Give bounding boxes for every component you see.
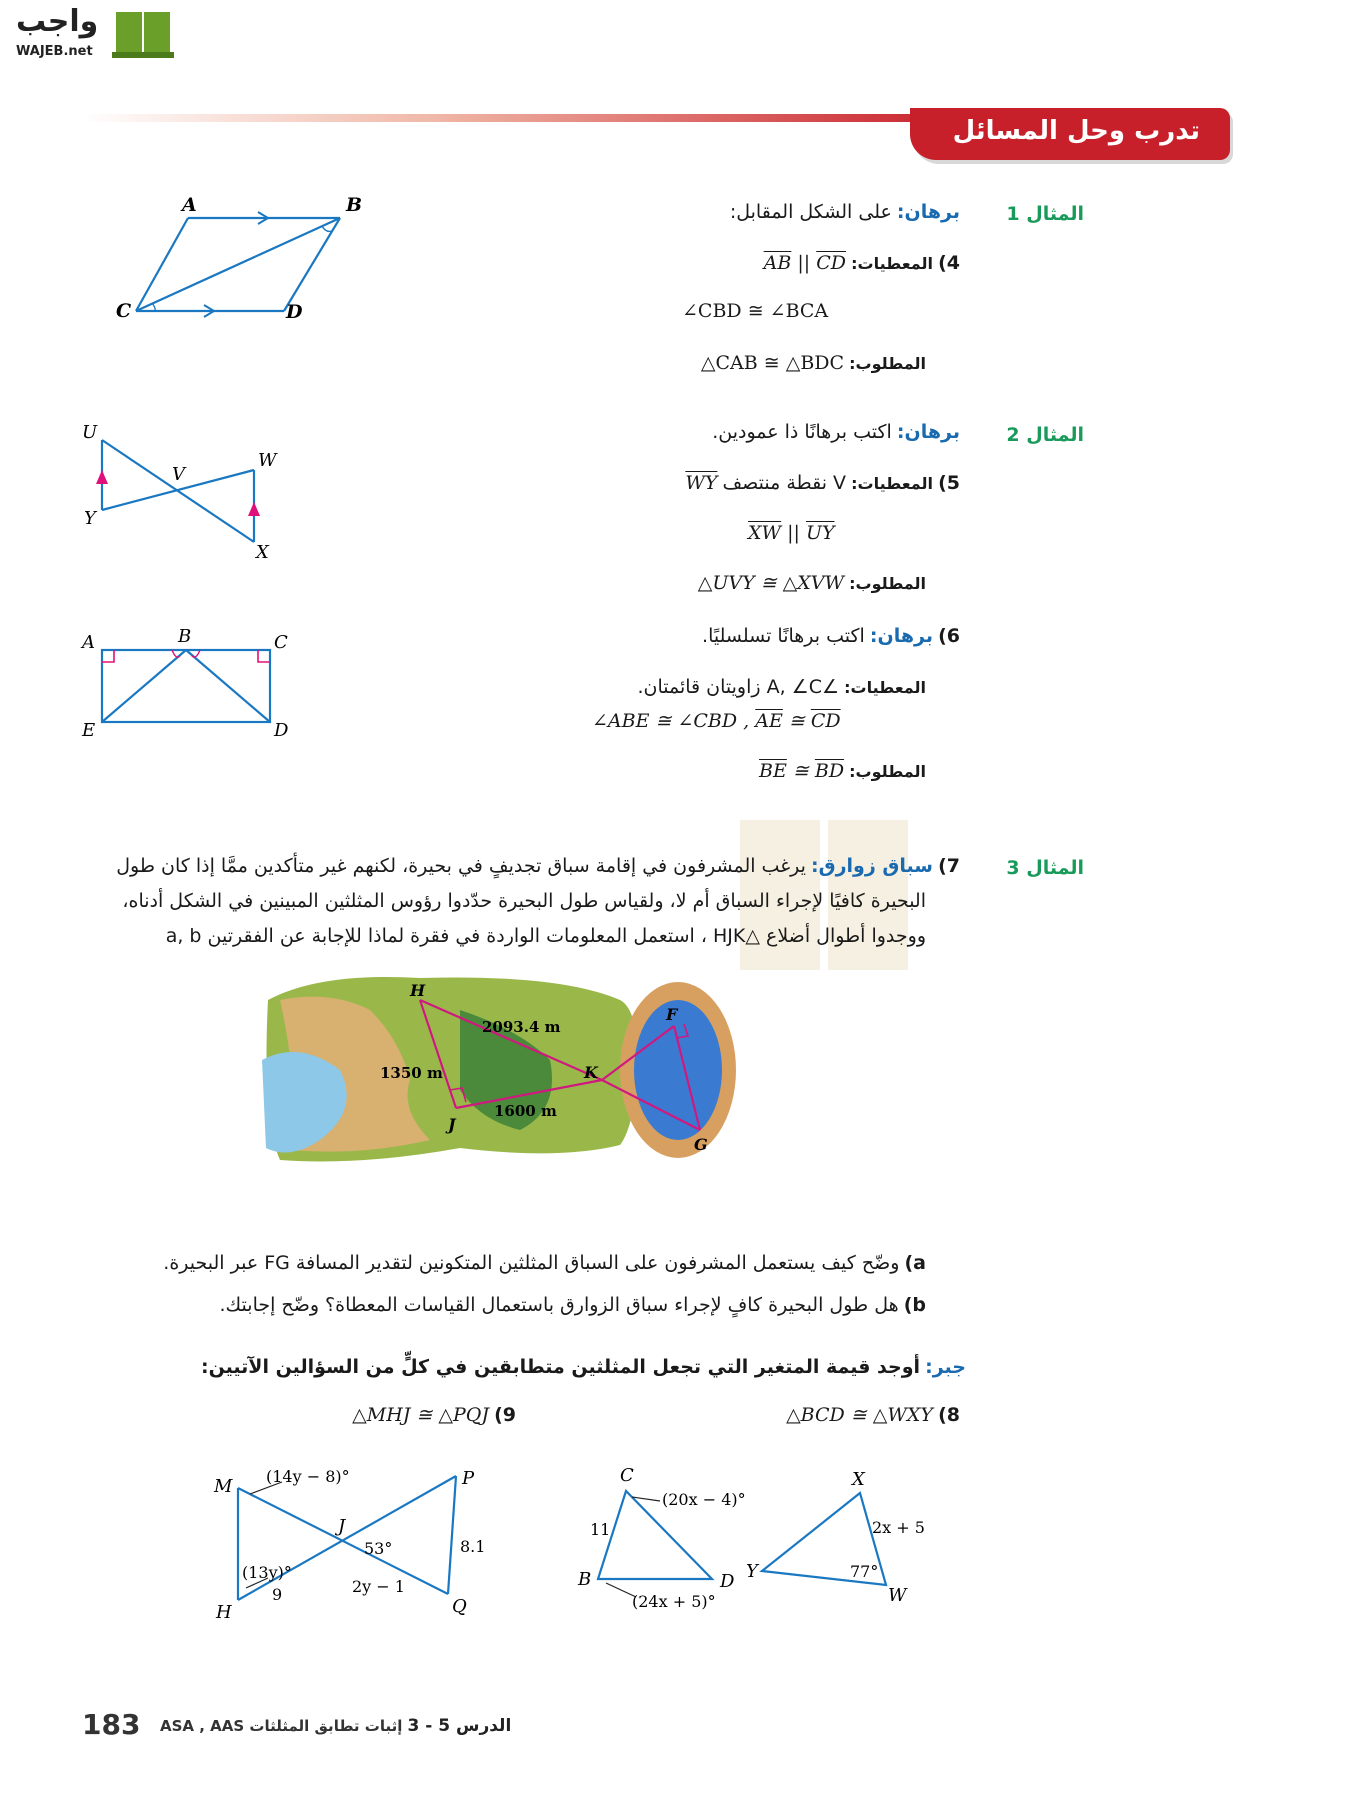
label-angle-h: (13y)°: [242, 1563, 292, 1582]
algebra-instruction-line: [201, 1356, 966, 1378]
label-angle-j: 53°: [364, 1539, 393, 1558]
given-label: المعطيات:: [851, 254, 933, 273]
given-expression: [764, 252, 846, 274]
angle-mark-c: [152, 303, 155, 311]
problem6-given: [637, 676, 926, 698]
label-jk: 1600 m: [494, 1102, 557, 1120]
given-label: المعطيات:: [851, 474, 933, 493]
vertex-d: D: [274, 720, 289, 741]
footer-lesson-title: إثبات تطابق المثلثات ASA , AAS: [160, 1717, 403, 1735]
segment-ca: [136, 218, 188, 311]
segment-ab: $\overline{AB}$: [763, 252, 792, 274]
problem6-instruction-line: [702, 625, 960, 647]
header-banner: [910, 108, 1230, 160]
logo-latin: WAJEB.net: [16, 44, 93, 59]
right-angle-a: [102, 650, 114, 662]
problem4-number: 4): [938, 252, 960, 274]
label-angle-b: (24x + 5)°: [632, 1592, 716, 1611]
segment-uy: $\overline{UY}$: [805, 522, 835, 544]
given-text: V نقطة منتصف: [722, 472, 847, 494]
figure-parallelogram: [100, 195, 380, 325]
part-b-text: هل طول البحيرة كافٍ لإجراء سباق الزوارق باستعمال القياسات المعطاة؟ وضّح إجابتك.: [219, 1294, 899, 1316]
label-angle-w: 77°: [850, 1562, 879, 1581]
vertex-a: A: [82, 632, 95, 653]
congruent-sign: ≅: [786, 760, 815, 782]
problem9-number: 9): [494, 1404, 516, 1426]
vertex-m: M: [214, 1476, 233, 1497]
footer-lesson: [160, 1716, 520, 1736]
problem9-expression: △MHJ ≅ △PQJ: [352, 1404, 489, 1426]
problem7-text-line3: ووجدوا أطوال أضلاع △HJK ، استعمل المعلومات الواردة في فقرة لماذا للإجابة عن الفقرتين a, b: [165, 925, 926, 947]
vertex-h: H: [216, 1602, 232, 1620]
parallel-sign: ||: [791, 252, 817, 274]
problem5-given-line2: [748, 522, 835, 544]
example3-label: المثال 3: [1006, 857, 1084, 879]
logo: [8, 4, 188, 66]
rectangle-acde: [102, 650, 270, 722]
angle-mark-b: [322, 226, 332, 231]
problem7-text-line2: البحيرة كافيًا لإجراء السباق أم لا، ولقياس طول البحيرة حدّدوا رؤوس المثلثين المبينين في الشكل أدناه،: [122, 890, 926, 912]
figure-problem8: [570, 1455, 950, 1615]
segment-ae: $\overline{AE}$: [755, 710, 783, 732]
vertex-y: Y: [746, 1561, 758, 1582]
vertex-x: X: [852, 1469, 865, 1490]
diagonal-cb: [136, 218, 340, 311]
problem7-title: سباق زوارق:: [811, 855, 933, 877]
required-expression: △CAB ≅ △BDC: [700, 352, 845, 374]
vertex-d: D: [286, 301, 303, 323]
figure-problem9: [210, 1460, 510, 1620]
label-side-jq: 2y − 1: [352, 1577, 405, 1596]
vertex-h: H: [410, 981, 426, 1000]
label-side-mh: 9: [272, 1585, 283, 1604]
given-label: المعطيات:: [844, 678, 926, 697]
problem7-number: 7): [938, 855, 960, 877]
segment-pq: [448, 1476, 456, 1594]
problem4-given: [764, 252, 960, 274]
problem6-given-line2: [592, 710, 841, 732]
required-expression: [759, 760, 844, 782]
proof-keyword: برهان:: [869, 625, 933, 647]
label-hj: 1350 m: [380, 1064, 443, 1082]
vertex-c: C: [274, 632, 288, 653]
vertex-w: W: [888, 1585, 907, 1606]
vertex-f: F: [666, 1005, 678, 1024]
problem6-required: [759, 760, 926, 782]
given-text: ∠A, ∠C زاويتان قائمتان.: [637, 676, 840, 698]
part-a-text: وضّح كيف يستعمل المشرفون على السباق المثلثين المتكونين لتقدير المسافة FG عبر البحيرة.: [163, 1252, 900, 1274]
right-angle-c: [258, 650, 270, 662]
label-side-bc: 11: [590, 1520, 611, 1539]
segment-bd: $\overline{BD}$: [814, 760, 845, 782]
vertex-d: D: [720, 1571, 735, 1592]
vertex-w: W: [258, 450, 277, 471]
vertex-j: J: [448, 1115, 456, 1134]
header-gradient-line: [80, 114, 960, 122]
lake-illustration: [260, 970, 740, 1170]
segment-cd: $\overline{CD}$: [816, 252, 847, 274]
problem6-number: 6): [938, 625, 960, 647]
page-number: 183: [82, 1708, 141, 1741]
label-side-xw: 2x + 5: [872, 1518, 925, 1537]
problem5-required: [698, 572, 926, 594]
vertex-b: B: [578, 1569, 592, 1590]
vertex-b: B: [346, 195, 363, 216]
vertex-b: B: [178, 626, 192, 647]
problem7-text-line1: يرغب المشرفون في إقامة سباق تجديفٍ في بحيرة، لكنهم غير متأكدين ممَّا إذا كان طول: [116, 855, 806, 877]
vertex-j: J: [338, 1516, 346, 1537]
congruent-sign: ≅: [782, 710, 811, 732]
parallel-sign: ||: [781, 522, 806, 544]
footer-lesson-number: الدرس 5 - 3: [407, 1716, 512, 1736]
angle-congruence: ∠ABE ≅ ∠CBD ,: [592, 710, 750, 732]
part-b-label: b): [903, 1294, 926, 1316]
logo-arabic: واجب: [16, 4, 99, 39]
vertex-v: V: [172, 464, 185, 485]
problem5-given: [685, 472, 960, 494]
label-angle-m: (14y − 8)°: [266, 1467, 350, 1486]
problem4-given-line2: ∠CBD ≅ ∠BCA: [682, 300, 829, 322]
figure-bowtie: [74, 418, 294, 558]
segment-wy: WY: [685, 472, 718, 494]
vertex-c: C: [116, 300, 132, 322]
segment-be: $\overline{BE}$: [759, 760, 787, 782]
proof-keyword: برهان:: [896, 201, 960, 223]
label-hk: 2093.4 m: [482, 1018, 561, 1036]
page-section-title: تدرب وحل المسائل: [952, 116, 1200, 146]
example2-label: المثال 2: [1006, 424, 1084, 446]
vertex-p: P: [462, 1468, 475, 1489]
required-expression: △UVY ≅ △XVW: [697, 572, 845, 594]
problem8-number: 8): [938, 1404, 960, 1426]
problem5-number: 5): [938, 472, 960, 494]
segment-xw: $\overline{XW}$: [748, 522, 782, 544]
problem9: [352, 1404, 516, 1426]
algebra-instruction: أوجد قيمة المتغير التي تجعل المثلثين متطابقين في كلٍّ من السؤالين الآتيين:: [200, 1356, 921, 1378]
example2-instruction: اكتب برهانًا ذا عمودين.: [712, 421, 892, 443]
vertex-a: A: [182, 195, 197, 216]
vertex-k: K: [584, 1063, 598, 1082]
example1-instruction-line: [730, 201, 960, 223]
problem4-required: [701, 352, 926, 374]
algebra-keyword: جبر:: [925, 1356, 966, 1378]
problem8: [786, 1404, 960, 1426]
label-side-pq: 8.1: [460, 1537, 486, 1556]
part-a-label: a): [904, 1252, 926, 1274]
required-label: المطلوب:: [849, 762, 926, 781]
vertex-u: U: [82, 422, 98, 443]
required-label: المطلوب:: [849, 354, 926, 373]
vertex-g: G: [694, 1135, 708, 1154]
arrow-up-icon: [96, 470, 108, 484]
vertex-q: Q: [452, 1596, 467, 1617]
part-a: [163, 1252, 926, 1274]
vertex-x: X: [256, 542, 269, 558]
arrow-up-icon: [248, 502, 260, 516]
vertex-e: E: [82, 720, 96, 741]
label-angle-c: (20x − 4)°: [662, 1490, 746, 1509]
segment-cd: $\overline{CD}$: [810, 710, 841, 732]
vertex-c: C: [620, 1465, 634, 1486]
problem7-line1: [60, 855, 960, 877]
part-b: [220, 1294, 927, 1316]
example2-instruction-line: [712, 421, 960, 443]
example1-instruction: على الشكل المقابل:: [729, 201, 892, 223]
problem8-expression: △BCD ≅ △WXY: [786, 1404, 933, 1426]
example1-label: المثال 1: [1006, 203, 1084, 225]
proof-keyword: برهان:: [896, 421, 960, 443]
vertex-y: Y: [84, 508, 96, 529]
required-label: المطلوب:: [849, 574, 926, 593]
figure-rectangle: [76, 622, 306, 742]
problem6-instruction: اكتب برهانًا تسلسليًا.: [702, 625, 865, 647]
